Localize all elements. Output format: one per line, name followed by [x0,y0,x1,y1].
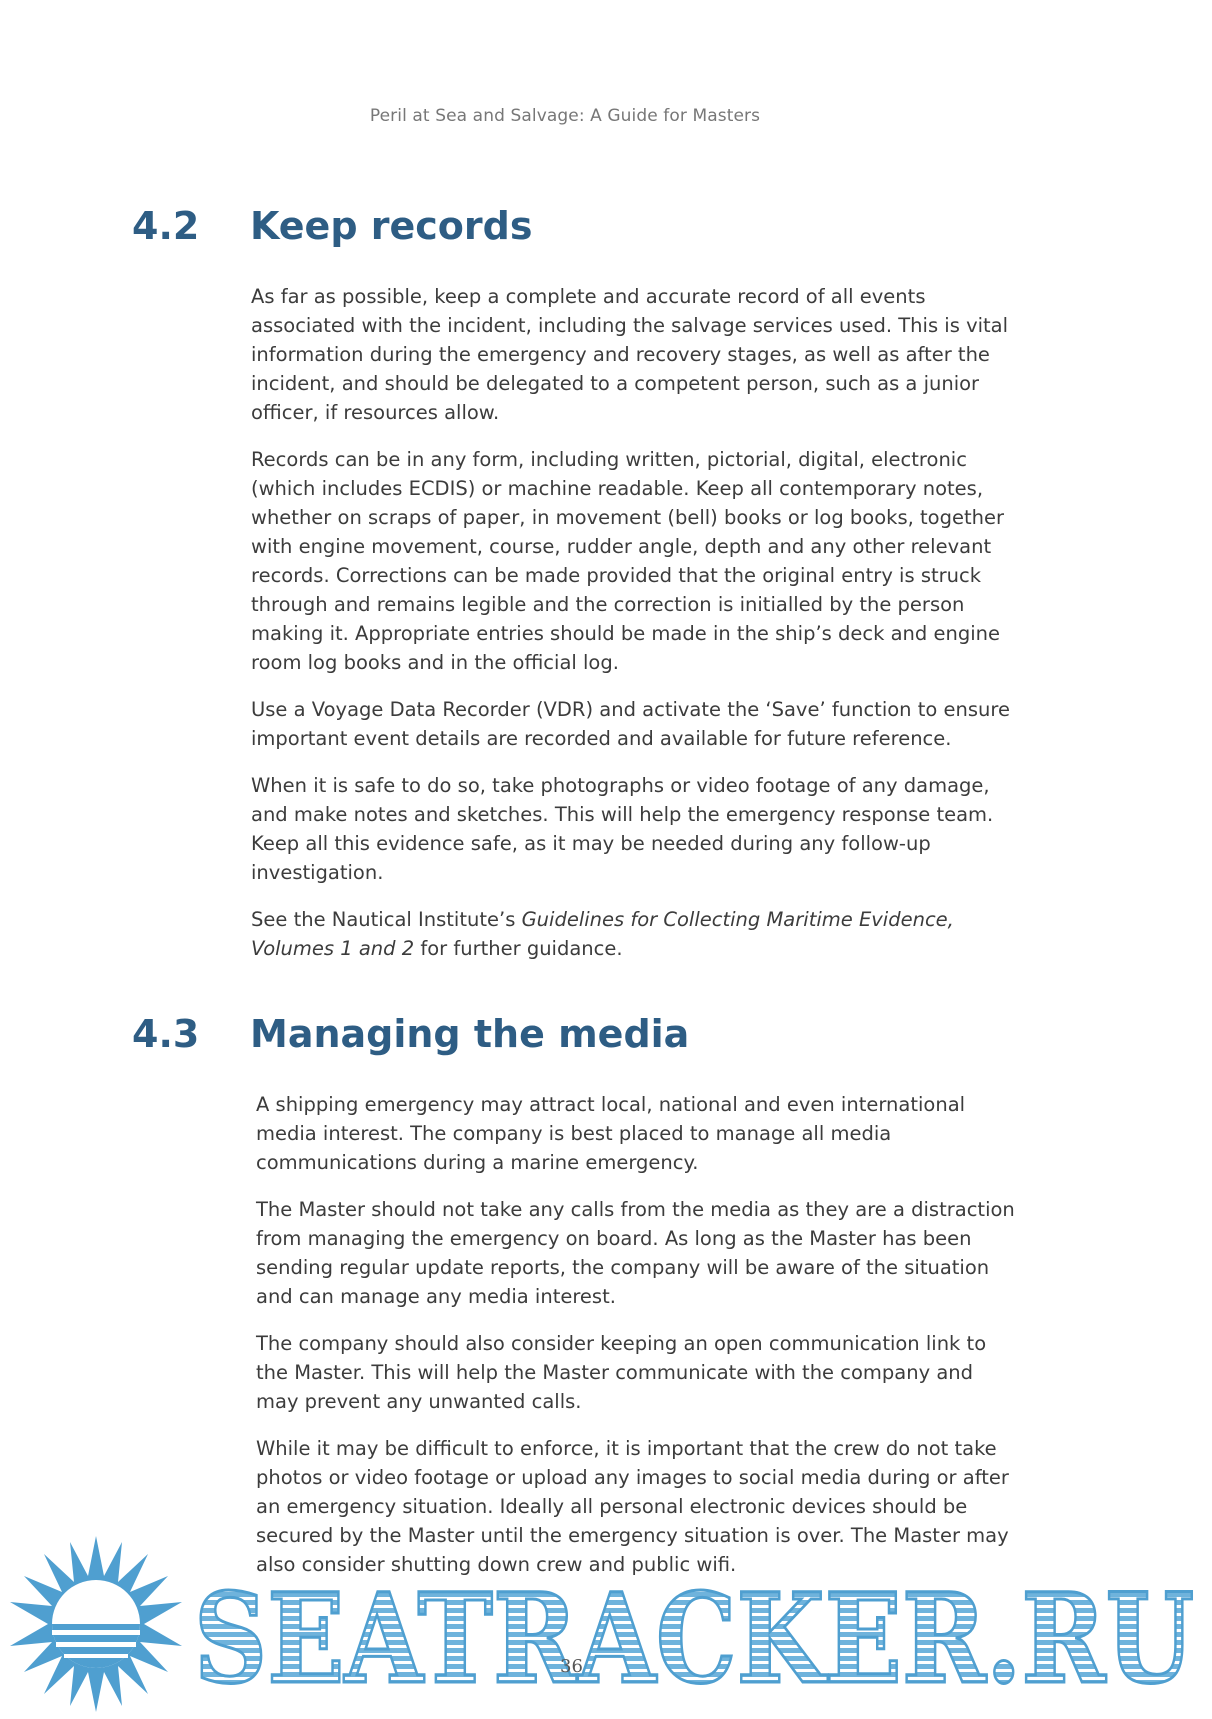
paragraph: The Master should not take any calls from the media as they are a distraction from managing the emergency on board. As long as the Master has been sending regular update reports, the company will be aware of the situation and can manage any media interest. [256,1198,1015,1308]
guidance-prefix: See the Nautical Institute’s [251,908,522,931]
paragraph: Use a Voyage Data Recorder (VDR) and activate the ‘Save’ function to ensure important event details are recorded and available for future reference. [251,698,1010,750]
watermark-graphic [0,1536,1212,1715]
section-number: 4.3 [132,1012,200,1056]
paragraph: While it may be difficult to enforce, it is important that the crew do not take photos or video footage or upload any images to social media during or after an emergency situation. Ideally all personal electronic devices should be secured by the Master until the emergency situation is over. The Master may also consider shutting down crew and public wifi. [256,1437,1009,1576]
guidance-suffix: for further guidance. [414,937,623,960]
paragraph: As far as possible, keep a complete and accurate record of all events associated with the incident, including the salvage services used. This is vital information during the emergency and recovery stages, as well as after the incident, and should be delegated to a competent person, such as a junior officer, if resources allow. [251,285,1009,424]
watermark-text: SEATRACKER.RU [194,1567,1194,1712]
sun-icon [10,1536,182,1712]
guidance-title: Guidelines for Collecting Maritime Evidence, Volumes 1 and 2 [251,908,954,960]
guidance-paragraph [251,905,1011,963]
paragraph: The company should also consider keeping an open communication link to the Master. This will help the Master communicate with the company and may prevent any unwanted calls. [256,1332,987,1413]
section-title: Keep records [250,204,533,248]
section-body [256,1090,1016,1597]
paragraph: When it is safe to do so, take photographs or video footage of any damage, and make notes and sketches. This will help the emergency response team. Keep all this evidence safe, as it may be needed during any follow-up investigation. [251,774,994,884]
section-title: Managing the media [250,1012,690,1056]
running-header: Peril at Sea and Salvage: A Guide for Masters [369,106,761,126]
paragraph: Records can be in any form, including written, pictorial, digital, electronic (which includes ECDIS) or machine readable. Keep all contemporary notes, whether on scraps of paper, in movement (bell) books or log books, together with engine movement, course, rudder angle, depth and any other relevant records. Corrections can be made provided that the original entry is struck through and remains legible and the correction is initialled by the person making it. Appropriate entries should be made in the ship’s deck and engine room log books and in the official log. [251,448,1004,674]
section-number: 4.2 [132,204,200,248]
watermark [0,1536,1212,1715]
section-body [251,282,1011,981]
page-number: 36 [560,1656,583,1677]
paragraph: A shipping emergency may attract local, national and even international media interest. The company is best placed to manage all media communications during a marine emergency. [256,1093,966,1174]
